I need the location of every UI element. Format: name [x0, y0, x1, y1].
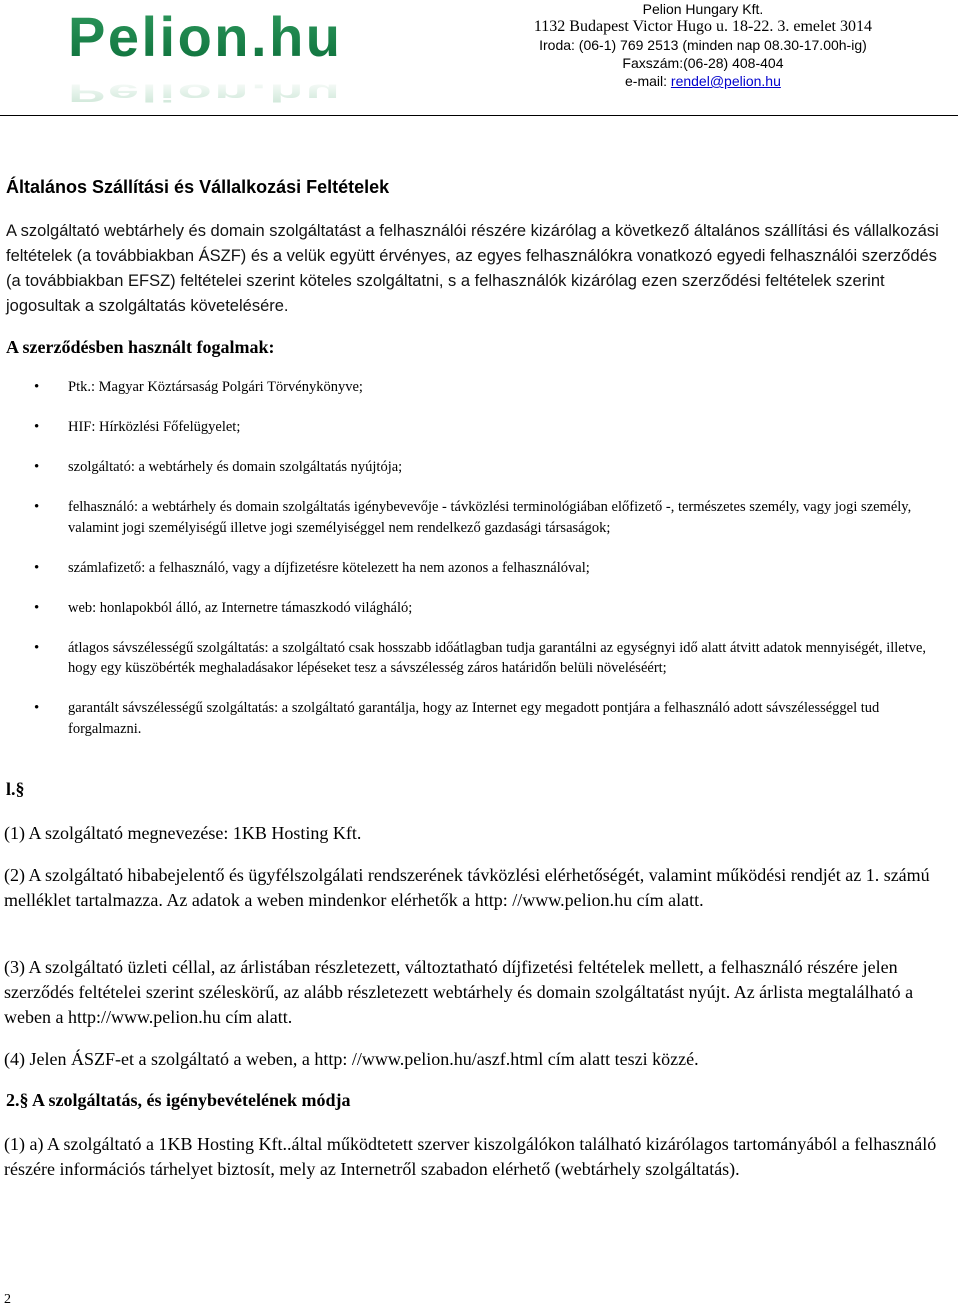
section-1-heading: l.§	[6, 779, 25, 799]
bullet-icon: •	[34, 559, 40, 576]
section-1-paragraph-3: (3) A szolgáltató üzleti céllal, az árlistában részletezett, változtatható díjfizetési feltételek mellett, a felhasználó részére jelen szerződés feltételei szerint széleskörű, az alább részletezett webtárhely és domain szolgáltatást nyújt. Az árlista megtalálható a weben a http://www.pelion.hu cím alatt.	[4, 957, 914, 1027]
section-1-paragraph-4: (4) Jelen ÁSZF-et a szolgáltató a weben, a http: //www.pelion.hu/aszf.html cím alatt teszi közzé.	[4, 1049, 699, 1069]
definitions-list	[0, 377, 950, 759]
definition-text: garantált sávszélességű szolgáltatás: a szolgáltató garantálja, hogy az Internet egy megadott pontjára a felhasználó adott sávszélességgel tud forgalmazni.	[68, 700, 880, 737]
list-item	[0, 417, 950, 438]
section-1-paragraph-1: (1) A szolgáltató megnevezése: 1KB Hosting Kft.	[4, 823, 362, 843]
bullet-icon: •	[34, 379, 40, 395]
bullet-icon: •	[34, 419, 40, 435]
definition-text: web: honlapokból álló, az Internetre támaszkodó világháló;	[68, 599, 413, 616]
list-item	[0, 377, 950, 398]
page-number: 2	[4, 1292, 11, 1307]
definition-text: HIF: Hírközlési Főfelügyelet;	[68, 419, 241, 435]
definition-text: felhasználó: a webtárhely és domain szolgáltatás igénybevevője - távközlési terminológiában előfizető -, természetes személy, vagy jogi személy, valamint jogi személyiségű illetve jogi személyiséggel nem rendelkező gazdasági társaságok;	[68, 499, 912, 536]
list-item	[0, 558, 950, 579]
definition-text: átlagos sávszélességű szolgáltatás: a szolgáltató csak hosszabb időátlagban tudja garantálni az egységnyi idő alatt átvitt adatok mennyiségét, illetve, hogy egy küszöbérték meghaladásakor lépéseket tesz a sávszélesség záros határidőn belüli növeléséért;	[68, 639, 927, 676]
email-link[interactable]: rendel@pelion.hu	[670, 73, 781, 89]
section-2-heading: 2.§ A szolgáltatás, és igénybevételének módja	[6, 1090, 351, 1110]
pelion-logo	[66, 4, 356, 107]
bullet-icon: •	[34, 599, 40, 616]
list-item	[0, 698, 950, 739]
intro-paragraph: A szolgáltató webtárhely és domain szolgáltatást a felhasználói részére kizárólag a következő általános szállítási és vállalkozási feltételek (a továbbiakban ÁSZF) és a velük együtt érvényes, az egyes felhasználókra vonatkozó egyedi felhasználói szerződés (a továbbiakban EFSZ) feltételei szerint köteles szolgáltatni, s a felhasználók kizárólag ezen szerződési feltételek szerint jogosultak a szolgáltatás követelésére.	[6, 222, 939, 315]
document-title: Általános Szállítási és Vállalkozási Feltételek	[6, 177, 390, 197]
definition-text: számlafizető: a felhasználó, vagy a díjfizetésre kötelezett ha nem azonos a felhasználóval;	[68, 559, 590, 576]
email-line	[534, 72, 872, 90]
company-name: Pelion Hungary Kft.	[642, 1, 764, 17]
contact-block	[534, 0, 872, 90]
email-label: e-mail:	[625, 73, 671, 89]
list-item	[0, 638, 950, 679]
svg-text:Pelion.hu: Pelion.hu	[68, 5, 340, 68]
bullet-icon: •	[34, 499, 40, 515]
page-header	[0, 0, 960, 118]
list-item	[0, 598, 950, 619]
bullet-icon: •	[34, 639, 40, 656]
definition-text: szolgáltató: a webtárhely és domain szolgáltatás nyújtója;	[68, 459, 403, 475]
definitions-heading: A szerződésben használt fogalmak:	[6, 337, 275, 357]
section-2-paragraph-1: (1) a) A szolgáltató a 1KB Hosting Kft..által működtetett szerver kiszolgálókon található kizárólagos tartományából a felhasználó részére információs tárhelyet biztosít, mely az Internetről szabadon elérhető (webtárhely szolgáltatás).	[4, 1134, 937, 1179]
section-1-paragraph-2: (2) A szolgáltató hibabejelentő és ügyfélszolgálati rendszerének távközlési elérhetőségét, valamint működési rendjét az 1. számú melléklet tartalmazza. Az adatok a weben mindenkor elérhetők a http: //www.pelion.hu cím alatt.	[4, 865, 930, 910]
bullet-icon: •	[34, 459, 40, 475]
header-divider	[0, 115, 958, 116]
company-address: 1132 Budapest Victor Hugo u. 18-22. 3. emelet 3014	[533, 18, 872, 35]
bullet-icon: •	[34, 700, 40, 716]
fax-number: Faxszám:(06-28) 408-404	[622, 55, 784, 71]
office-phone: Iroda: (06-1) 769 2513 (minden nap 08.30-17.00h-ig)	[539, 37, 867, 53]
list-item	[0, 457, 950, 478]
list-item	[0, 497, 950, 538]
svg-text:Pelion.hu: Pelion.hu	[68, 78, 340, 107]
definition-text: Ptk.: Magyar Köztársaság Polgári Törvénykönyve;	[68, 379, 363, 395]
